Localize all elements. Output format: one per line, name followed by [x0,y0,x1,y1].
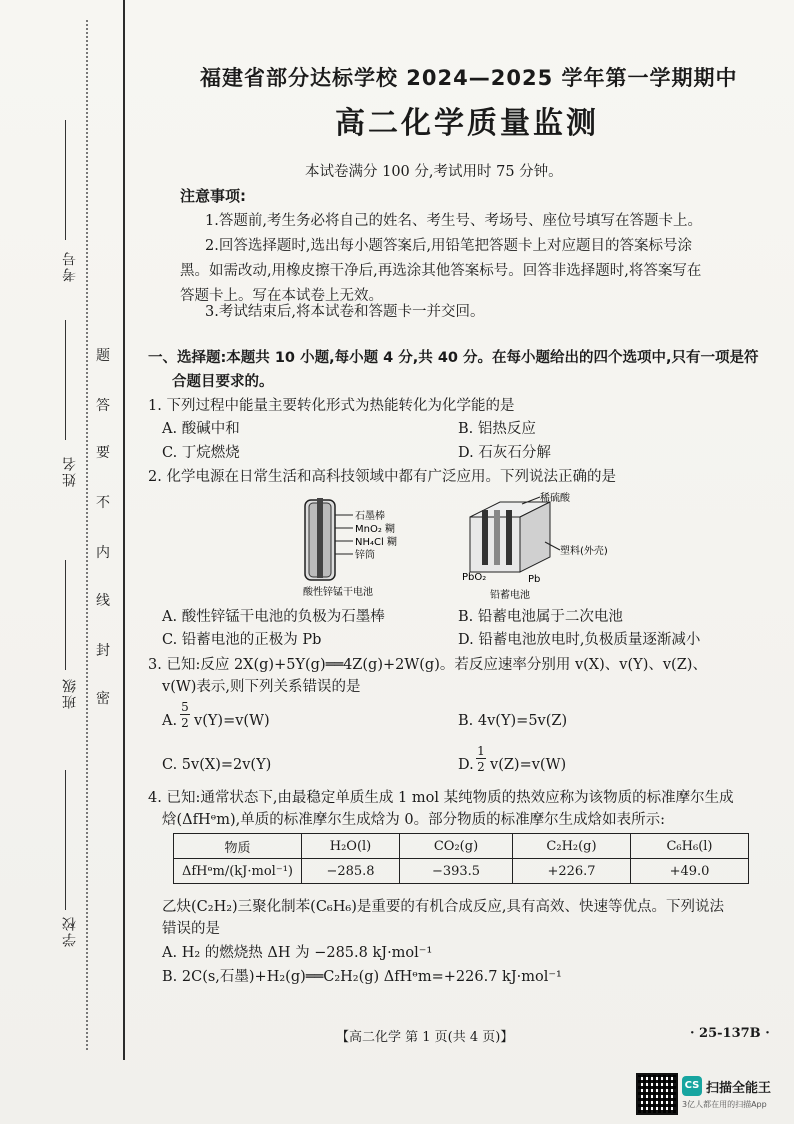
notes-line: 3.考试结束后,将本试卷和答题卡一并交回。 [205,304,485,320]
notes-line: 黑。如需改动,用橡皮擦干净后,再选涂其他答案标号。回答非选择题时,将答案写在 [180,263,702,279]
q3-option-d-frac-den: 2 [477,760,485,774]
q2-option-c: C. 铅蓄电池的正极为 Pb [162,632,322,648]
section-heading-cont: 合题目要求的。 [172,374,274,390]
question-3-stem: 3. 已知:反应 2X(g)+5Y(g)══4Z(g)+2W(g)。若反应速率分别用 v(X)、v(Y)、v(Z)、 [148,657,707,673]
table-cell: +49.0 [631,859,749,884]
label-name: 姓名 [62,455,78,487]
q4-option-b: B. 2C(s,石墨)+H₂(g)══C₂H₂(g) ΔfHᶱm=+226.7 kJ·mol⁻¹ [162,969,562,985]
q3-option-b: B. 4v(Y)=5v(Z) [458,713,568,729]
notes-heading: 注意事项: [180,187,246,205]
fill-line-class [65,560,66,670]
fold-dotted-line [86,20,88,1050]
table-row-label: ΔfHᶱm/(kJ·mol⁻¹) [174,859,302,884]
section-heading: 一、选择题:本题共 10 小题,每小题 4 分,共 40 分。在每小题给出的四个选项中,只有一项是符 [148,350,759,366]
question-1-stem: 1. 下列过程中能量主要转化形式为热能转化为化学能的是 [148,398,515,414]
q2-option-b: B. 铅蓄电池属于二次电池 [458,609,623,625]
qr-code-icon [636,1073,678,1115]
warning-char: 要 [96,445,110,461]
table-header-row [174,834,749,859]
q3-option-a-frac-den: 2 [181,716,189,730]
exam-info: 本试卷满分 100 分,考试用时 75 分钟。 [305,164,563,180]
label-exam-number: 考号 [62,250,78,282]
q3-option-d-frac-num: 1 [477,744,485,758]
table-header: H₂O(l) [302,834,400,859]
fill-line-exam-number [65,120,66,240]
formation-enthalpy-table [173,833,749,884]
page-footer: 【高二化学 第 1 页(共 4 页)】 [336,1030,514,1045]
binding-line [123,0,125,1060]
fill-line-name [65,320,66,440]
table-header: CO₂(g) [400,834,513,859]
q2-option-a: A. 酸性锌锰干电池的负极为石墨棒 [162,609,385,625]
q1-option-a: A. 酸碱中和 [162,421,240,437]
question-4-stem: 4. 已知:通常状态下,由最稳定单质生成 1 mol 某纯物质的热效应称为该物质的标准摩尔生成 [148,790,734,806]
table-header: 物质 [174,834,302,859]
q1-option-d: D. 石灰石分解 [458,445,551,461]
q3-option-d-label: D. [458,757,474,773]
notes-line: 答题卡上。写在本试卷上无效。 [180,288,383,304]
notes-line: 1.答题前,考生务必将自己的姓名、考生号、考场号、座位号填写在答题卡上。 [205,213,702,229]
q2-option-d: D. 铅蓄电池放电时,负极质量逐渐减小 [458,632,701,648]
exam-title: 福建省部分达标学校 2024—2025 学年第一学期期中 [200,66,738,90]
q4-option-a: A. H₂ 的燃烧热 ΔH 为 −285.8 kJ·mol⁻¹ [162,945,433,961]
lead-battery-label-shell: 塑料(外壳) [560,546,608,557]
dry-cell-label-graphite: 石墨棒 [355,511,385,522]
binding-strip [0,0,135,1060]
dry-cell-label-mno2: MnO₂ 糊 [355,524,396,535]
camscanner-logo-icon: CS [682,1076,702,1096]
table-header: C₆H₆(l) [631,834,749,859]
question-2-stem: 2. 化学电源在日常生活和高科技领域中都有广泛应用。下列说法正确的是 [148,469,616,485]
table-cell: −393.5 [400,859,513,884]
warning-char: 题 [96,348,110,364]
question-4-passage: 乙炔(C₂H₂)三聚化制苯(C₆H₆)是重要的有机合成反应,具有高效、快速等优点。下列说法 [162,899,724,915]
question-3-stem-cont: v(W)表示,则下列关系错误的是 [162,679,361,695]
q3-option-d-rest: v(Z)=v(W) [490,757,567,773]
dry-cell-caption: 酸性锌锰干电池 [303,587,373,598]
label-school: 学校 [62,915,78,947]
lead-battery-diagram [460,492,635,602]
q3-option-a-rest: v(Y)=v(W) [194,713,270,729]
lead-battery-caption: 铅蓄电池 [490,590,530,601]
table-row [174,859,749,884]
q3-option-a-label: A. [162,713,178,729]
warning-char: 内 [96,545,110,561]
q3-option-a-frac-num: 5 [181,700,189,714]
warning-char: 封 [96,643,110,659]
table-cell: +226.7 [513,859,631,884]
lead-battery-label-pb: Pb [528,574,541,585]
warning-char: 密 [96,691,110,707]
exam-subject-title: 高二化学质量监测 [335,106,599,141]
fill-line-school [65,770,66,910]
dry-cell-diagram [295,495,435,600]
lead-battery-label-acid: 稀硫酸 [540,493,570,504]
table-header: C₂H₂(g) [513,834,631,859]
label-class: 班级 [62,677,78,709]
dry-cell-label-zinc: 锌筒 [355,550,375,561]
question-4-passage-cont: 错误的是 [162,921,220,937]
exam-code: · 25-137B · [690,1026,770,1041]
camscanner-tagline: 3亿人都在用的扫描App [682,1100,767,1109]
notes-line: 2.回答选择题时,选出每小题答案后,用铅笔把答题卡上对应题目的答案标号涂 [205,238,693,254]
lead-battery-label-pbo2: PbO₂ [462,572,487,583]
warning-char: 答 [96,398,110,414]
q1-option-b: B. 铝热反应 [458,421,536,437]
q3-option-c: C. 5v(X)=2v(Y) [162,757,272,773]
question-4-stem-cont: 焓(ΔfHᶱm),单质的标准摩尔生成焓为 0。部分物质的标准摩尔生成焓如表所示: [162,812,665,828]
table-cell: −285.8 [302,859,400,884]
camscanner-name: 扫描全能王 [706,1081,772,1096]
warning-char: 线 [96,593,110,609]
warning-char: 不 [96,495,110,511]
q1-option-c: C. 丁烷燃烧 [162,445,240,461]
dry-cell-label-nh4cl: NH₄Cl 糊 [355,537,397,548]
